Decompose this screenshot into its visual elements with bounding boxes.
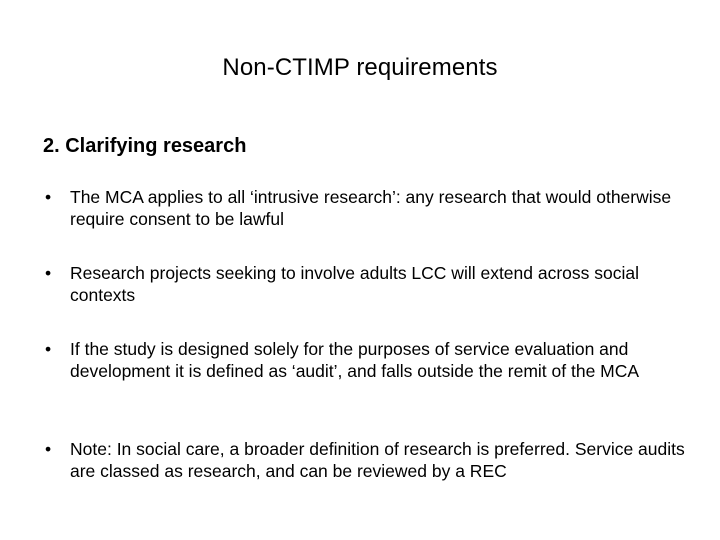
bullet-icon: • <box>45 263 52 283</box>
bullet-item <box>45 186 695 230</box>
bullet-icon: • <box>45 339 52 359</box>
bullet-text: If the study is designed solely for the purposes of service evaluation and development it is defined as ‘audit’, and falls outside the remit of the MCA <box>70 339 640 381</box>
bullet-item <box>45 438 695 482</box>
bullet-text: Note: In social care, a broader definition of research is preferred. Service audits are classed as research, and can be reviewed by a REC <box>70 439 685 481</box>
bullet-text: Research projects seeking to involve adults LCC will extend across social contexts <box>70 263 640 305</box>
bullet-text: The MCA applies to all ‘intrusive research’: any research that would otherwise require consent to be lawful <box>70 187 672 229</box>
slide-title: Non-CTIMP requirements <box>222 54 498 81</box>
section-heading: 2. Clarifying research <box>43 135 247 157</box>
bullet-icon: • <box>45 187 52 207</box>
bullet-item <box>45 338 695 382</box>
bullet-icon: • <box>45 439 52 459</box>
bullet-item <box>45 262 695 306</box>
